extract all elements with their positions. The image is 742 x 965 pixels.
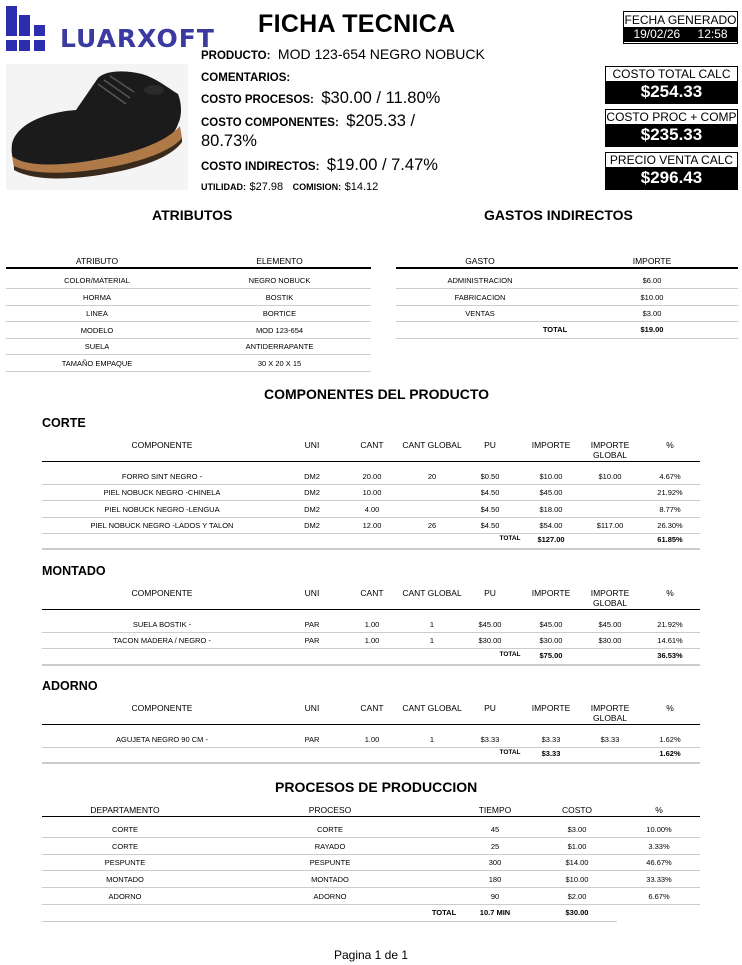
componente-cell: PIEL NOBUCK NEGRO -LENGUA: [104, 504, 220, 514]
costo-indirectos-value: $19.00 / 7.47%: [326, 156, 438, 174]
row-divider: [42, 500, 700, 501]
proceso-cell: 25: [490, 841, 500, 851]
gastos-total-label: TOTAL: [542, 324, 568, 334]
proceso-cell: MONTADO: [311, 875, 349, 885]
proceso-cell: 3.33%: [648, 841, 670, 851]
componente-cell: $3.33: [541, 735, 561, 744]
costo-proc-comp-label: COSTO PROC + COMP: [606, 110, 737, 124]
brand-name: LUARXOFT: [60, 24, 215, 53]
componente-cell: TACON MADERA / NEGRO -: [113, 636, 211, 646]
shoe-icon: [6, 64, 188, 190]
group-total-value: $75.00: [539, 650, 563, 660]
componente-cell: PAR: [304, 636, 320, 646]
group-name-montado: MONTADO: [42, 564, 106, 578]
proceso-cell: CORTE: [316, 825, 344, 834]
row-divider: [42, 632, 700, 633]
componentes-header: IMPORTE GLOBAL: [590, 703, 630, 723]
elemento-cell: MOD 123-654: [255, 325, 304, 335]
elemento-cell: BORTICE: [262, 309, 297, 319]
componente-cell: 26: [427, 520, 437, 530]
product-image: [6, 64, 188, 190]
costo-indirectos-line: [201, 156, 438, 175]
componente-cell: $30.00: [539, 636, 563, 646]
generated-date-box: [623, 11, 738, 44]
importe-cell: $6.00: [642, 276, 662, 285]
comision-value: $14.12: [344, 181, 379, 193]
componente-cell: 1.00: [364, 735, 380, 744]
componentes-header: UNI: [304, 703, 320, 713]
componente-cell: 20: [427, 472, 437, 481]
atributo-cell: MODELO: [80, 325, 114, 335]
componente-cell: 26.30%: [657, 520, 683, 530]
procesos-header: PROCESO: [308, 805, 352, 815]
row-divider: [42, 533, 700, 534]
procesos-header: %: [655, 805, 663, 815]
componente-cell: 1.00: [364, 620, 380, 629]
header-line: [42, 609, 700, 610]
gastos-header-line: [396, 267, 738, 269]
componente-cell: 4.00: [364, 504, 380, 514]
componente-cell: $45.00: [478, 620, 502, 629]
generated-label: FECHA GENERADO: [624, 13, 737, 27]
elemento-cell: ANTIDERRAPANTE: [245, 342, 314, 352]
generated-date: 19/02/26: [633, 27, 681, 41]
componente-cell: PIEL NOBUCK NEGRO -CHINELA: [103, 488, 221, 498]
componente-cell: $30.00: [598, 636, 622, 646]
componente-cell: 1.62%: [659, 735, 681, 744]
componente-cell: 21.92%: [657, 488, 683, 498]
componentes-header: PU: [484, 440, 496, 450]
componente-cell: $3.33: [600, 735, 620, 744]
group-total-pct: 36.53%: [657, 650, 683, 660]
costo-procesos-line: [201, 89, 440, 108]
componente-cell: PAR: [304, 735, 320, 744]
precio-venta-box: [605, 152, 738, 190]
componentes-header: CANT GLOBAL: [402, 588, 462, 598]
componente-cell: PAR: [304, 620, 320, 629]
precio-venta-label: PRECIO VENTA CALC: [606, 153, 737, 167]
row-divider: [396, 321, 738, 322]
costo-componentes-line-2: [201, 132, 257, 151]
componentes-header: COMPONENTE: [131, 588, 193, 598]
proceso-cell: ADORNO: [108, 891, 142, 901]
row-divider: [6, 321, 371, 322]
costo-indirectos-label: COSTO INDIRECTOS:: [201, 161, 320, 173]
gasto-cell: ADMINISTRACION: [447, 276, 513, 285]
proceso-cell: 10.00%: [646, 825, 672, 834]
componentes-header: IMPORTE GLOBAL: [590, 588, 630, 608]
group-total-label: TOTAL: [499, 749, 521, 757]
componente-cell: DM2: [304, 520, 320, 530]
utilidad-line: [201, 179, 378, 193]
proceso-cell: $1.00: [567, 841, 587, 851]
proceso-cell: $10.00: [565, 875, 589, 885]
proceso-cell: $2.00: [567, 891, 587, 901]
utilidad-value: $27.98: [249, 181, 284, 193]
generated-time: 12:58: [697, 27, 728, 41]
group-total-label: TOTAL: [499, 650, 521, 658]
componente-cell: $10.00: [598, 472, 622, 481]
gasto-cell: FABRICACION: [454, 292, 506, 302]
atributo-cell: LINEA: [86, 309, 108, 319]
comentarios-line: [201, 70, 290, 84]
componentes-header: IMPORTE: [531, 703, 571, 713]
atributo-cell: COLOR/MATERIAL: [64, 276, 130, 285]
procesos-total-label: TOTAL: [431, 907, 457, 917]
group-total-pct: 1.62%: [659, 749, 681, 759]
row-divider: [42, 517, 700, 518]
costo-componentes-value: $205.33 /: [346, 112, 416, 130]
componente-cell: 10.00: [362, 488, 382, 498]
componente-cell: 21.92%: [657, 620, 683, 629]
proceso-cell: CORTE: [111, 825, 139, 834]
atributo-cell: SUELA: [84, 342, 110, 352]
atributos-header-line: [6, 267, 371, 269]
costo-total-label: COSTO TOTAL CALC: [606, 67, 737, 81]
componentes-header: CANT GLOBAL: [402, 440, 462, 450]
elemento-cell: 30 X 20 X 15: [257, 359, 302, 368]
header-line: [42, 724, 700, 725]
row-divider: [42, 837, 700, 838]
procesos-header: DEPARTAMENTO: [90, 805, 160, 815]
row-divider: [42, 648, 700, 649]
componente-cell: 8.77%: [659, 504, 681, 514]
componente-cell: $3.33: [480, 735, 500, 744]
proceso-cell: PESPUNTE: [104, 858, 146, 868]
row-divider: [42, 870, 700, 871]
componentes-header: %: [666, 588, 674, 598]
costo-componentes-line: [201, 112, 415, 131]
componentes-header: IMPORTE GLOBAL: [590, 440, 630, 460]
componentes-header: COMPONENTE: [131, 440, 193, 450]
atributo-cell: HORMA: [83, 292, 111, 302]
componente-cell: DM2: [304, 504, 320, 514]
atributos-header-elemento: ELEMENTO: [256, 256, 303, 266]
proceso-cell: 45: [490, 825, 500, 834]
costo-procesos-value: $30.00 / 11.80%: [321, 89, 441, 107]
costo-componentes-pct: 80.73%: [201, 132, 257, 150]
proceso-cell: ADORNO: [313, 891, 347, 901]
componente-cell: DM2: [304, 472, 320, 481]
importe-cell: $3.00: [642, 309, 662, 318]
componente-cell: $4.50: [480, 520, 500, 530]
costo-total-box: [605, 66, 738, 104]
costo-total-value: $254.33: [606, 81, 737, 103]
row-divider: [6, 354, 371, 355]
comentarios-label: COMENTARIOS:: [201, 72, 291, 84]
componentes-header: COMPONENTE: [131, 703, 193, 713]
componente-cell: AGUJETA NEGRO 90 CM -: [116, 735, 208, 744]
gasto-cell: VENTAS: [465, 309, 495, 318]
row-divider: [42, 548, 700, 550]
row-divider: [42, 887, 700, 888]
componente-cell: $0.50: [480, 472, 500, 481]
componentes-header: UNI: [304, 440, 320, 450]
componente-cell: SUELA BOSTIK -: [132, 620, 192, 629]
componente-cell: $54.00: [539, 520, 563, 530]
gastos-header-gasto: GASTO: [465, 256, 495, 266]
group-name-corte: CORTE: [42, 416, 86, 430]
costo-componentes-label: COSTO COMPONENTES:: [201, 117, 339, 129]
proceso-cell: 90: [490, 891, 500, 901]
componente-cell: $45.00: [598, 620, 622, 629]
gastos-total-value: $19.00: [640, 324, 664, 334]
procesos-header: COSTO: [561, 805, 593, 815]
group-total-value: $3.33: [541, 749, 561, 759]
componente-cell: FORRO SINT NEGRO -: [121, 472, 203, 481]
header-line: [42, 461, 700, 462]
product-line: [201, 46, 485, 62]
componente-cell: 4.67%: [659, 472, 681, 481]
componente-cell: 20.00: [362, 472, 382, 481]
precio-venta-value: $296.43: [606, 167, 737, 189]
componentes-header: CANT: [360, 703, 384, 713]
componentes-header: UNI: [304, 588, 320, 598]
componente-cell: 1.00: [364, 636, 380, 646]
logo-mark-icon: [6, 6, 66, 54]
componentes-header: PU: [484, 588, 496, 598]
comision-label: COMISION:: [292, 182, 342, 192]
row-divider: [42, 747, 700, 748]
costo-procesos-label: COSTO PROCESOS:: [201, 94, 314, 106]
componente-cell: $4.50: [480, 488, 500, 498]
row-divider: [42, 664, 700, 666]
row-divider: [6, 371, 371, 372]
proceso-cell: $3.00: [567, 825, 587, 834]
componente-cell: $10.00: [539, 472, 563, 481]
proceso-cell: 33.33%: [646, 875, 672, 885]
componente-cell: 14.61%: [657, 636, 683, 646]
componente-cell: PIEL NOBUCK NEGRO -LADOS Y TALON: [90, 520, 234, 530]
costo-proc-comp-value: $235.33: [606, 124, 737, 146]
utilidad-label: UTILIDAD:: [201, 182, 246, 192]
componentes-header: IMPORTE: [531, 588, 571, 598]
elemento-cell: NEGRO NOBUCK: [248, 276, 311, 285]
componentes-title: COMPONENTES DEL PRODUCTO: [264, 386, 490, 402]
producto-value: MOD 123-654 NEGRO NOBUCK: [277, 46, 485, 62]
componentes-header: CANT: [360, 588, 384, 598]
row-divider: [6, 338, 371, 339]
componentes-header: CANT GLOBAL: [402, 703, 462, 713]
componente-cell: DM2: [304, 488, 320, 498]
row-divider: [396, 288, 738, 289]
row-divider: [42, 854, 700, 855]
importe-cell: $10.00: [640, 292, 664, 302]
componente-cell: $45.00: [539, 620, 563, 629]
group-total-label: TOTAL: [499, 535, 521, 543]
componente-cell: $4.50: [480, 504, 500, 514]
elemento-cell: BOSTIK: [265, 292, 294, 302]
componentes-header: %: [666, 440, 674, 450]
atributo-cell: TAMAÑO EMPAQUE: [61, 359, 133, 368]
proceso-cell: 180: [488, 875, 502, 885]
componente-cell: $30.00: [478, 636, 502, 646]
costo-proc-comp-box: [605, 109, 738, 147]
row-divider: [42, 921, 617, 922]
componente-cell: 12.00: [362, 520, 382, 530]
componente-cell: $45.00: [539, 488, 563, 498]
atributos-title: ATRIBUTOS: [152, 207, 233, 223]
proceso-cell: $14.00: [565, 858, 589, 868]
group-name-adorno: ADORNO: [42, 679, 98, 693]
proceso-cell: CORTE: [111, 841, 139, 851]
gastos-title: GASTOS INDIRECTOS: [484, 207, 633, 223]
group-total-pct: 61.85%: [657, 535, 683, 545]
procesos-header: TIEMPO: [478, 805, 512, 815]
page-title: FICHA TECNICA: [258, 10, 456, 38]
row-divider: [42, 762, 700, 764]
atributos-header-atributo: ATRIBUTO: [75, 256, 119, 266]
componentes-header: IMPORTE: [531, 440, 571, 450]
producto-label: PRODUCTO:: [201, 50, 271, 62]
componente-cell: 1: [429, 735, 435, 744]
componentes-header: %: [666, 703, 674, 713]
componente-cell: 1: [429, 620, 435, 629]
procesos-total-time: 10.7 MIN: [479, 907, 511, 917]
procesos-total-cost: $30.00: [565, 907, 589, 917]
proceso-cell: PESPUNTE: [309, 858, 351, 868]
componentes-header: PU: [484, 703, 496, 713]
proceso-cell: 300: [488, 858, 502, 868]
row-divider: [42, 484, 700, 485]
row-divider: [42, 904, 700, 905]
proceso-cell: RAYADO: [314, 841, 346, 851]
header-line: [42, 816, 700, 817]
row-divider: [396, 338, 738, 339]
componente-cell: $117.00: [596, 520, 624, 530]
group-total-value: $127.00: [537, 535, 565, 545]
componente-cell: 1: [429, 636, 435, 646]
row-divider: [6, 305, 371, 306]
row-divider: [6, 288, 371, 289]
proceso-cell: 6.67%: [648, 891, 670, 901]
page-footer: Pagina 1 de 1: [333, 948, 409, 962]
row-divider: [396, 305, 738, 306]
proceso-cell: MONTADO: [106, 875, 144, 885]
proceso-cell: 46.67%: [646, 858, 672, 868]
procesos-title: PROCESOS DE PRODUCCION: [275, 779, 478, 795]
generated-value: [624, 27, 737, 42]
gastos-header-importe: IMPORTE: [632, 256, 672, 266]
componentes-header: CANT: [360, 440, 384, 450]
componente-cell: $18.00: [539, 504, 563, 514]
